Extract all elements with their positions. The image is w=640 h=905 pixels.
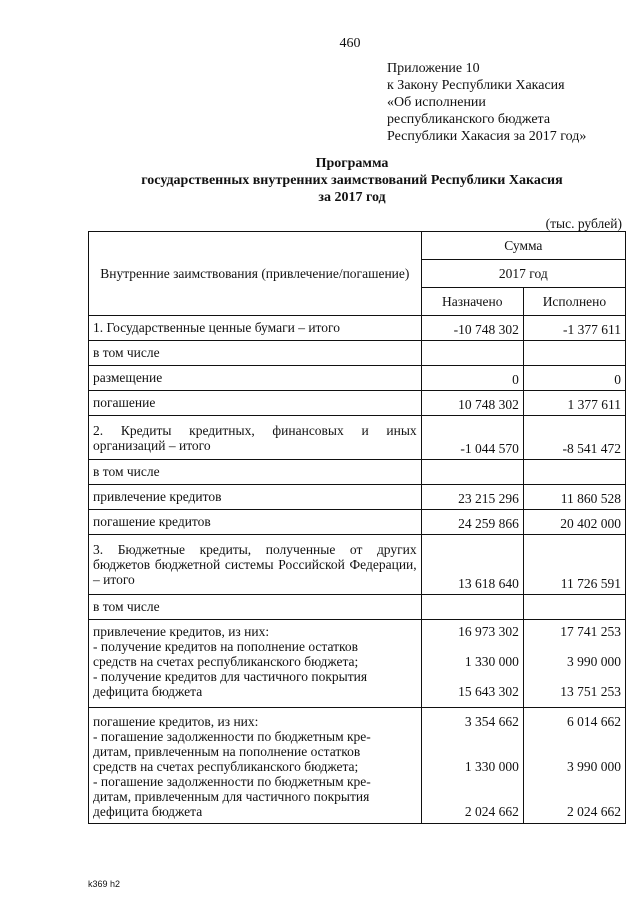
row-assigned: 10 748 302 <box>421 391 523 416</box>
appendix-line: Приложение 10 <box>387 61 480 76</box>
attraction-line: дефицита бюджета <box>93 684 203 699</box>
row-assigned: 13 618 640 <box>421 535 523 595</box>
row-label: привлечение кредитов <box>89 485 422 510</box>
header-sum: Сумма <box>421 232 625 260</box>
attraction-line: привлечение кредитов, из них: <box>93 624 270 639</box>
repayment-line: дитам, привлеченным для частичного покрытия <box>93 789 370 804</box>
repayment-line: погашение кредитов, из них: <box>93 714 259 729</box>
attraction-line: - получение кредитов на пополнение остатков <box>93 639 359 654</box>
title-line: Программа <box>315 156 389 171</box>
attraction-assigned-value: 15 643 302 <box>458 684 519 699</box>
row-assigned <box>421 341 523 366</box>
header-borrowings: Внутренние заимствования (привлечение/погашение) <box>89 232 422 316</box>
attraction-assigned <box>421 620 523 708</box>
row-executed: 11 726 591 <box>523 535 625 595</box>
row-executed: 1 377 611 <box>523 391 625 416</box>
appendix-note <box>387 60 586 145</box>
row-assigned <box>421 460 523 485</box>
row-executed: 0 <box>523 366 625 391</box>
repayment-line: - погашение задолженности по бюджетным кре- <box>93 774 371 789</box>
row-label: в том числе <box>89 460 422 485</box>
unit-note: (тыс. рублей) <box>545 216 622 231</box>
repayment-assigned-value <box>426 729 519 744</box>
row-label: в том числе <box>89 595 422 620</box>
page-number: 460 <box>339 36 361 51</box>
attraction-executed-value: 17 741 253 <box>560 624 621 639</box>
attraction-label <box>89 620 422 708</box>
attraction-line: - получение кредитов для частичного покрытия <box>93 669 368 684</box>
attraction-line: средств на счетах республиканского бюджета; <box>93 654 359 669</box>
appendix-line: «Об исполнении <box>387 95 486 110</box>
attraction-assigned-value: 16 973 302 <box>458 624 519 639</box>
attraction-executed-value: 3 990 000 <box>567 654 621 669</box>
repayment-executed-value <box>528 729 621 744</box>
document-title <box>0 155 640 206</box>
attraction-executed-value: 13 751 253 <box>560 684 621 699</box>
header-executed: Исполнено <box>523 288 625 316</box>
attraction-executed <box>523 620 625 708</box>
repayment-assigned-value <box>426 789 519 804</box>
row-label: 3. Бюджетные кредиты, полученные от других бюджетов бюджетной системы Российской Федерации, – итого <box>89 535 422 595</box>
row-executed <box>523 595 625 620</box>
repayment-executed-value: 6 014 662 <box>567 714 621 729</box>
row-label: в том числе <box>89 341 422 366</box>
table-row-repayment <box>89 708 626 824</box>
row-label: 1. Государственные ценные бумаги – итого <box>89 316 422 341</box>
row-assigned: 23 215 296 <box>421 485 523 510</box>
row-label: погашение кредитов <box>89 510 422 535</box>
row-executed: 11 860 528 <box>523 485 625 510</box>
row-assigned <box>421 595 523 620</box>
repayment-executed <box>523 708 625 824</box>
table-row <box>89 460 626 485</box>
row-assigned: 24 259 866 <box>421 510 523 535</box>
attraction-assigned-value <box>426 639 519 654</box>
repayment-line: дефицита бюджета <box>93 804 203 819</box>
attraction-assigned-value <box>426 669 519 684</box>
borrowings-table <box>88 231 626 824</box>
header-assigned: Назначено <box>421 288 523 316</box>
table-row <box>89 595 626 620</box>
row-executed <box>523 460 625 485</box>
table-row <box>89 316 626 341</box>
header-year: 2017 год <box>421 260 625 288</box>
row-assigned: -1 044 570 <box>421 416 523 460</box>
appendix-line: к Закону Республики Хакасия <box>387 78 565 93</box>
footer-code: k369 h2 <box>88 879 121 889</box>
row-label: погашение <box>89 391 422 416</box>
repayment-line: дитам, привлеченным на пополнение остатков <box>93 744 361 759</box>
appendix-line: Республики Хакасия за 2017 год» <box>387 129 587 144</box>
attraction-executed-value <box>528 669 621 684</box>
repayment-assigned-value <box>426 744 519 759</box>
repayment-assigned-value: 2 024 662 <box>464 804 519 819</box>
repayment-executed-value: 3 990 000 <box>567 759 621 774</box>
table-row <box>89 391 626 416</box>
title-line: за 2017 год <box>318 190 386 205</box>
table-row <box>89 341 626 366</box>
row-label: размещение <box>89 366 422 391</box>
attraction-executed-value <box>528 639 621 654</box>
repayment-executed-value <box>528 789 621 804</box>
row-label: 2. Кредиты кредитных, финансовых и иных организаций – итого <box>89 416 422 460</box>
attraction-assigned-value: 1 330 000 <box>464 654 519 669</box>
table-row <box>89 366 626 391</box>
repayment-executed-value: 2 024 662 <box>567 804 621 819</box>
table-row <box>89 535 626 595</box>
repayment-label <box>89 708 422 824</box>
table-row-attraction <box>89 620 626 708</box>
row-executed: 20 402 000 <box>523 510 625 535</box>
repayment-executed-value <box>528 744 621 759</box>
row-assigned: -10 748 302 <box>421 316 523 341</box>
row-executed: -1 377 611 <box>523 316 625 341</box>
repayment-executed-value <box>528 774 621 789</box>
row-assigned: 0 <box>421 366 523 391</box>
title-line: государственных внутренних заимствований Республики Хакасия <box>141 173 563 188</box>
row-executed: -8 541 472 <box>523 416 625 460</box>
repayment-line: средств на счетах республиканского бюджета; <box>93 759 359 774</box>
repayment-assigned-value: 3 354 662 <box>464 714 519 729</box>
repayment-assigned-value: 1 330 000 <box>464 759 519 774</box>
table-row <box>89 485 626 510</box>
row-executed <box>523 341 625 366</box>
table-row <box>89 510 626 535</box>
repayment-line: - погашение задолженности по бюджетным кре- <box>93 729 371 744</box>
repayment-assigned-value <box>426 774 519 789</box>
table-row <box>89 416 626 460</box>
appendix-line: республиканского бюджета <box>387 112 551 127</box>
repayment-assigned <box>421 708 523 824</box>
